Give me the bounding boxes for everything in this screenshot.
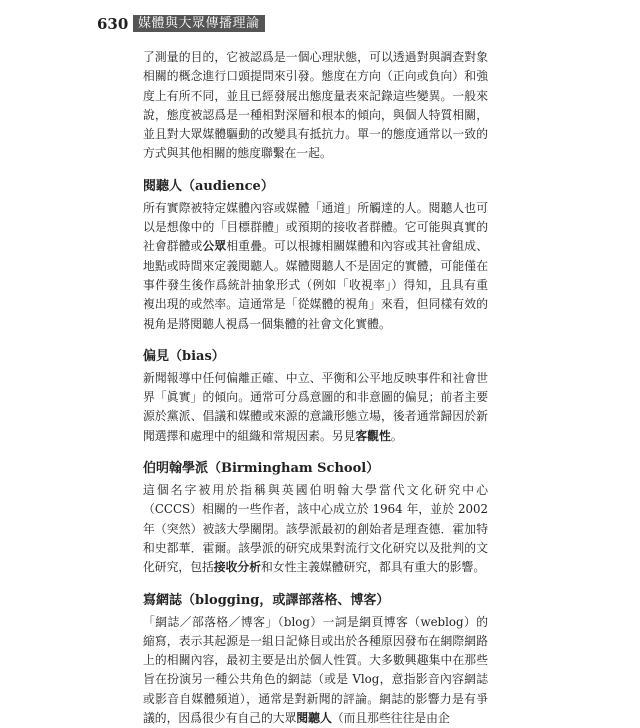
- glossary-entry-blogging: [143, 592, 488, 728]
- text-segment: 新聞報導中任何偏離正確、中立、平衡和公平地反映事件和社會世界「眞實」的傾向。通常可分爲意圖的和非意圖的偏見；前者主要源於黨派、倡議和媒體或來源的意識形態立場，後者通常歸因於新聞選擇和處理中的組織和常規因素。另見: [143, 370, 488, 443]
- cross-reference: 客觀性: [355, 428, 391, 443]
- entry-body: [143, 369, 488, 446]
- cross-reference: 公眾: [202, 239, 227, 254]
- text-segment: 。: [390, 428, 403, 443]
- entry-body: [143, 613, 488, 728]
- entry-title: 伯明翰學派（Birmingham School）: [143, 461, 380, 477]
- entry-title: 閱聽人（audience）: [143, 178, 274, 194]
- text-segment: 和女性主義媒體研究，都具有重大的影響。: [261, 560, 486, 575]
- entry-body: [143, 199, 488, 334]
- page-number: 630: [97, 15, 129, 33]
- glossary-entry-audience: [143, 178, 488, 334]
- entry-title: 寫網誌（blogging，或譯部落格、博客）: [143, 592, 390, 608]
- cross-reference: 閱聽人: [296, 711, 332, 726]
- page-header: [0, 0, 640, 44]
- text-segment: 「網誌／部落格／博客」（blog）一詞是網頁博客（weblog）的縮寫，表示其起源是一組日記條目或出於各種原因發布在網際網路上的相關內容，最初主要是出於個人性質。大多數興趣集中在那些旨在扮演另一種公共角色的網誌（或是 Vlog，意指影音內容網誌或影音自媒體頻道），通常是對新聞的評論。網誌的影響力是有爭議的，因爲很少有自己的大眾: [143, 614, 488, 726]
- text-segment: 這個名字被用於指稱與英國伯明翰大學當代文化研究中心（CCCS）相關的一些作者，該中心成立於 1964 年，並於 2002 年（突然）被該大學關閉。該學派最初的創始者是理查德．霍加特和史都華．霍爾。該學派的研究成果對流行文化研究以及批判的文化研究，包括: [143, 483, 488, 575]
- glossary-entry-birmingham-school: [143, 460, 488, 577]
- glossary-entry-bias: [143, 348, 488, 446]
- entry-body: [143, 481, 488, 577]
- text-segment: 相重疊。可以根據相關媒體和內容或其社會組成、地點或時間來定義閱聽人。媒體閱聽人不是固定的實體，可能僅在事件發生後作爲統計抽象形式（例如「收視率」）得知，且具有重複出現的或然率。這通常是「從媒體的視角」來看，但同樣有效的視角是將閱聽人視爲一個集體的社會文化實體。: [143, 239, 488, 331]
- running-title: 媒體與大眾傳播理論: [133, 15, 265, 32]
- entry-title: 偏見（bias）: [143, 348, 225, 364]
- cross-reference: 接收分析: [213, 560, 261, 575]
- intro-paragraph: 了測量的目的，它被認爲是一個心理狀態，可以透過對與調查對象相關的概念進行口頭提問來引發。態度在方向（正向或負向）和強度上有所不同，並且已經發展出態度量表來記錄這些變異。一般來說，態度被認爲是一種相對深層和根本的傾向，與個人特質相關，並且對大眾媒體驅動的改變具有抵抗力。單一的態度通常以一致的方式與其他相關的態度聯繫在一起。: [143, 50, 488, 161]
- page-body: [143, 48, 488, 726]
- text-segment: 所有實際被特定媒體內容或媒體「通道」所觸達的人。閱聽人也可以是想像中的「目標群體」或預期的接收者群體。它可能與真實的社會群體或: [143, 200, 488, 254]
- text-segment: （而且那些往往是由企: [331, 711, 450, 726]
